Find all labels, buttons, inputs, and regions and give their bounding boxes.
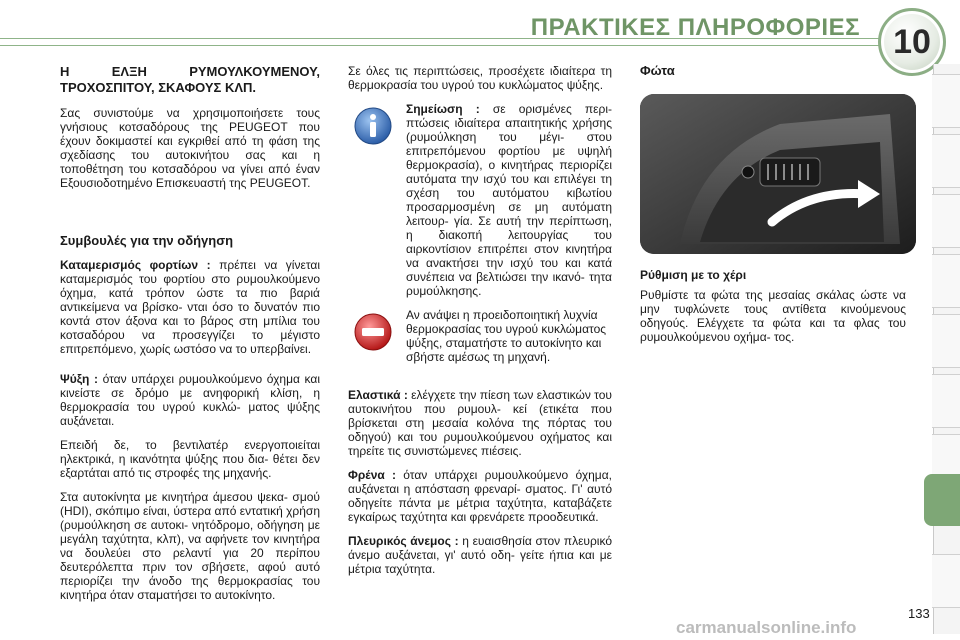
chapter-tab[interactable] bbox=[932, 134, 960, 188]
warning-stop-icon bbox=[348, 308, 398, 356]
chapter-tab[interactable] bbox=[932, 254, 960, 308]
load-paragraph bbox=[60, 258, 320, 356]
manual-adjustment-section bbox=[640, 268, 906, 354]
info-icon bbox=[348, 102, 398, 150]
chapter-number: 10 bbox=[893, 22, 931, 61]
tyres-label: Ελαστικά : bbox=[348, 388, 408, 402]
manual-adjustment-text: Ρυθμίστε τα φώτα της μεσαίας σκάλας ώστε να μην τυφλώνετε τους αντίθετα κινούμενους οδηγούς. Ελέγχετε τα φώτα και τα φλας του ρυμουλκούμενου οχήμα- τος. bbox=[640, 288, 906, 344]
watermark: carmanualsonline.info bbox=[676, 618, 857, 637]
load-label: Καταμερισμός φορτίων : bbox=[60, 258, 211, 272]
page-number: 133 bbox=[908, 606, 930, 621]
chapter-tab[interactable] bbox=[932, 74, 960, 128]
cooling-paragraph-3: Στα αυτοκίνητα με κινητήρα άμεσου ψεκα- σμού (HDI), σκόπιμο είναι, ύστερα από εντατική χρήση (ρυμούλκηση σε αυτοκι- νητόδρομο, οδήγηση με μεγάλη ταχύτητα, κλπ), να αφήνετε τον κινητήρα να δουλεύει στο ρελαντί για 20 περίπου δευτερόλεπτα πριν τον σβήσετε, αφού αυτό περιορίζει την άνοδο της θερμοκρασίας του κινητήρα όταν σταματήσει το αυτοκίνητο. bbox=[60, 490, 320, 602]
right-column bbox=[640, 64, 906, 88]
towing-intro: Σας συνιστούμε να χρησιμοποιήσετε τους γνήσιους κοτσαδόρους της PEUGEOT που έχουν δοκιμαστεί και εγκριθεί από τη φάση της σχεδίασης του αυτοκινήτου σας και η τοποθέτηση του κοτσαδόρου να γίνει από έναν Εξουσιοδοτημένο Επισκευαστή της PEUGEOT. bbox=[60, 106, 320, 190]
wind-text: η ευαισθησία στον πλευρικό άνεμο αυξάνεται, γι' αυτό οδη- γείτε ήπια και με μέτρια ταχύτητα. bbox=[348, 534, 612, 576]
headlamp-adjuster-photo bbox=[640, 94, 916, 254]
lights-heading: Φώτα bbox=[640, 63, 675, 78]
warning-text: Αν ανάψει η προειδοποιητική λυχνία θερμοκρασίας του υγρού κυκλώματος ψύξης, σταματήστε το αυτοκίνητο και σβήστε αμέσως τη μηχανή. bbox=[406, 308, 607, 364]
chapter-tab[interactable] bbox=[932, 374, 960, 428]
middle-column bbox=[348, 64, 612, 586]
chapter-tab[interactable] bbox=[932, 554, 960, 608]
manual-adjustment-heading: Ρύθμιση με το χέρι bbox=[640, 268, 747, 282]
wind-paragraph bbox=[348, 534, 612, 576]
temperature-intro: Σε όλες τις περιπτώσεις, προσέχετε ιδιαίτερα τη θερμοκρασία του υγρού του κυκλώματος ψύξης. bbox=[348, 64, 612, 92]
chapter-tab-strip bbox=[933, 64, 960, 634]
chapter-tab[interactable] bbox=[932, 314, 960, 368]
note-text: σε ορισμένες περι- πτώσεις ιδιαίτερα απαιτητικής χρήσης (ρυμούλκηση του μέγι- στου επιτρεπόμενου φορτίου με υψηλή θερμοκρασία), ο κινητήρας περιορίζει αυτόματα την ισχύ του και επιλέγει τη σχέση του αυτόματου κιβωτίου προσαρμοσμένη σε μη αυτόματη λειτουρ- γία. Σε αυτή την περίπτωση, η διακοπή λειτουργίας του αιρκοντίσιον επιτρέπει στον κινητήρα να ανακτήσει την ισχύ του και κατά συνέπεια να βελτιώσει την ικανό- τητα ρυμούλκησης. bbox=[406, 102, 612, 298]
chapter-tab[interactable] bbox=[932, 194, 960, 248]
towing-heading: Η ΕΛΞΗ ΡΥΜΟΥΛΚΟΥΜΕΝΟΥ, ΤΡΟΧΟΣΠΙΤΟΥ, ΣΚΑΦΟΥΣ ΚΛΠ. bbox=[60, 64, 320, 95]
brakes-paragraph bbox=[348, 468, 612, 524]
left-column bbox=[60, 64, 320, 612]
note-block bbox=[348, 102, 612, 298]
cooling-paragraph-2: Επειδή δε, το βεντιλατέρ ενεργοποιείται ηλεκτρικά, η ικανότητα ψύξης που δια- θέτει δεν εξαρτάται από τις στροφές της μηχανής. bbox=[60, 438, 320, 480]
header-rule bbox=[0, 38, 920, 46]
tyres-text: ελέγχετε την πίεση των ελαστικών του αυτοκινήτου που ρυμουλ- κεί (ετικέτα που βρίσκεται στη μεσαία κολόνα της πόρτας του οδηγού) και του ρυμουλκούμενου οχήματος και τηρείτε τις συνιστώμενες πιέσεις. bbox=[348, 388, 612, 458]
cooling-label: Ψύξη : bbox=[60, 372, 98, 386]
cooling-paragraph bbox=[60, 372, 320, 428]
note-label: Σημείωση : bbox=[406, 102, 480, 116]
brakes-label: Φρένα : bbox=[348, 468, 397, 482]
tyres-paragraph bbox=[348, 388, 612, 458]
brakes-text: όταν υπάρχει ρυμουλκούμενο όχημα, αυξάνεται η απόσταση φρεναρί- σματος. Γι' αυτό οδηγείτε πάντα με μέτρια ταχύτητα, καταβάζετε εγκαίρως ταχύτητα και φρενάρετε προοδευτικά. bbox=[348, 468, 612, 524]
wind-label: Πλευρικός άνεμος : bbox=[348, 534, 459, 548]
load-text: πρέπει να γίνεται καταμερισμός του φορτίου στο ρυμουλκούμενο όχημα, κατά τρόπον ώστε τα πιο βαριά αντικείμενα να βρίσκο- νται όσο το δυνατόν πιο κοντά στον άξονα και το βάρος στη μπίλια του κοτσαδόρου να προσεγγίζει το μέγιστο επιτρεπόμενο, χωρίς ωστόσο να το υπερβαίνει. bbox=[60, 258, 320, 356]
driving-advice-heading: Συμβουλές για την οδήγηση bbox=[60, 233, 234, 248]
warning-block bbox=[348, 308, 612, 364]
chapter-tab-active[interactable] bbox=[924, 474, 960, 526]
cooling-text: όταν υπάρχει ρυμουλκούμενο όχημα και κινείστε σε δρόμο με ανηφορική κλίση, η θερμοκρασία του υγρού κυκλώ- ματος ψύξης αυξάνεται. bbox=[60, 372, 321, 428]
page-section-title: ΠΡΑΚΤΙΚΕΣ ΠΛΗΡΟΦΟΡΙΕΣ bbox=[530, 14, 860, 41]
